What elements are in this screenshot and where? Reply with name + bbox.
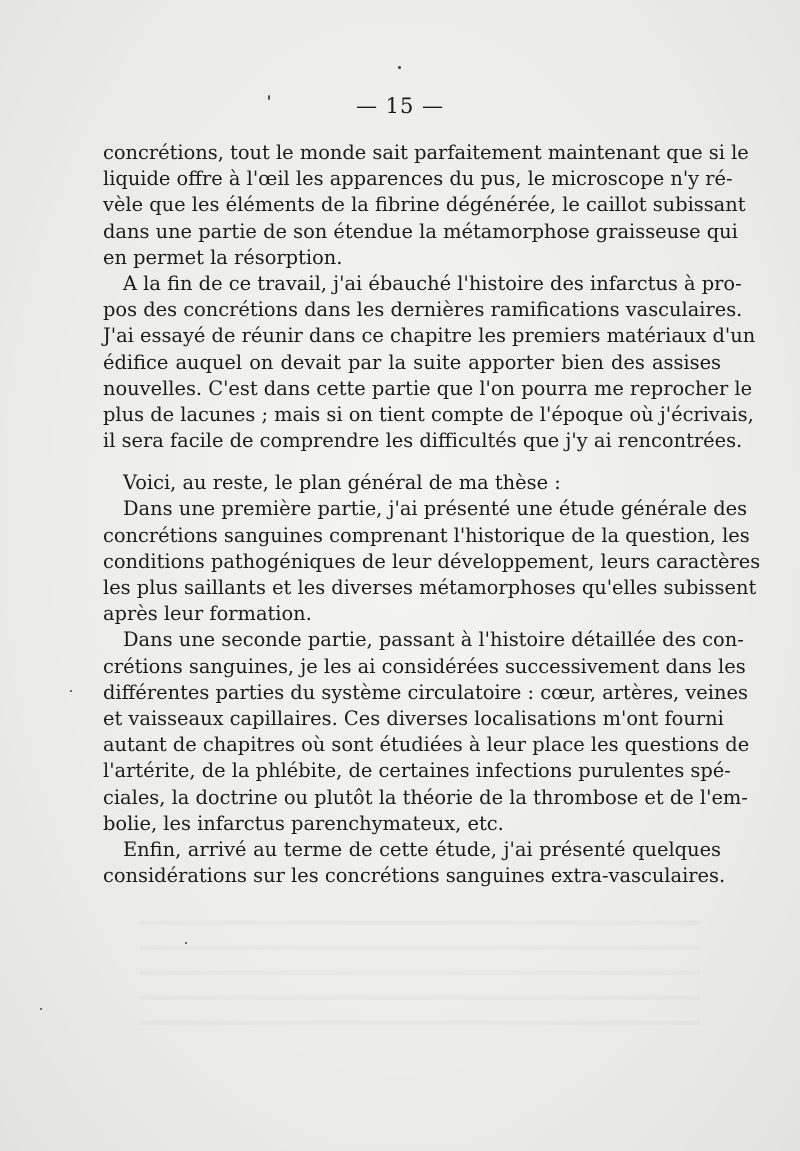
text-line: plus de lacunes ; mais si on tient compte de l'époque où j'écrivais, — [103, 402, 754, 426]
paragraph-6 — [103, 837, 726, 889]
text-line: et vaisseaux capillaires. Ces diverses localisations m'ont fourni — [103, 706, 724, 730]
scan-speck — [398, 66, 401, 69]
text-line: liquide offre à l'œil les apparences du pus, le microscope n'y ré- — [103, 167, 733, 191]
text-line: A la fin de ce travail, j'ai ébauché l'histoire des infarctus à pro- — [123, 271, 742, 295]
text-line: édifice auquel on devait par la suite apporter bien des assises — [103, 350, 721, 374]
text-line: Voici, au reste, le plan général de ma thèse : — [123, 471, 561, 495]
text-line: Dans une première partie, j'ai présenté une étude générale des — [123, 497, 748, 521]
text-line: concrétions, tout le monde sait parfaitement maintenant que si le — [103, 141, 749, 164]
text-line: les plus saillants et les diverses métamorphoses qu'elles subissent — [103, 576, 757, 599]
text-line: nouvelles. C'est dans cette partie que l'on pourra me reprocher le — [103, 376, 753, 400]
bleed-through-shadow — [140, 900, 700, 1040]
paragraph-gap — [103, 454, 721, 470]
text-line: bolie, les infarctus parenchymateux, etc. — [103, 811, 504, 835]
scan-speck — [70, 690, 72, 692]
scan-speck — [185, 942, 187, 944]
text-line: l'artérite, de la phlébite, de certaines infections purulentes spé- — [103, 759, 731, 783]
text-line: J'ai essayé de réunir dans ce chapitre les premiers matériaux d'un — [103, 324, 756, 348]
text-line: concrétions sanguines comprenant l'historique de la question, les — [103, 523, 750, 547]
page-number: — 15 — — [355, 94, 445, 118]
text-line: conditions pathogéniques de leur développement, leurs caractères — [103, 549, 761, 573]
paragraph-5 — [103, 627, 750, 837]
paragraph-3 — [103, 470, 721, 496]
text-line: Enfin, arrivé au terme de cette étude, j'ai présenté quelques — [123, 837, 721, 861]
text-line: en permet la résorption. — [103, 245, 343, 269]
text-line: considérations sur les concrétions sanguines extra-vasculaires. — [103, 864, 726, 888]
text-line: pos des concrétions dans les dernières ramifications vasculaires. — [103, 298, 743, 322]
scan-speck — [268, 95, 270, 100]
text-line: crétions sanguines, je les ai considérées successivement dans les — [103, 654, 746, 678]
paragraph-1 — [103, 140, 749, 271]
paragraph-4 — [103, 496, 761, 627]
text-line: vèle que les éléments de la fibrine dégénérée, le caillot subissant — [103, 193, 746, 217]
text-line: autant de chapitres où sont étudiées à leur place les questions de — [103, 733, 750, 757]
paragraph-2 — [103, 271, 756, 454]
scan-speck — [40, 1008, 42, 1010]
text-line: différentes parties du système circulatoire : cœur, artères, veines — [103, 680, 748, 704]
text-line: il sera facile de comprendre les difficultés que j'y ai rencontrées. — [103, 429, 743, 453]
text-line: dans une partie de son étendue la métamorphose graisseuse qui — [103, 219, 738, 243]
text-line: Dans une seconde partie, passant à l'histoire détaillée des con- — [123, 628, 744, 652]
text-line: ciales, la doctrine ou plutôt la théorie de la thrombose et de l'em- — [103, 785, 748, 809]
text-line: après leur formation. — [103, 602, 312, 626]
body-text — [103, 140, 761, 889]
